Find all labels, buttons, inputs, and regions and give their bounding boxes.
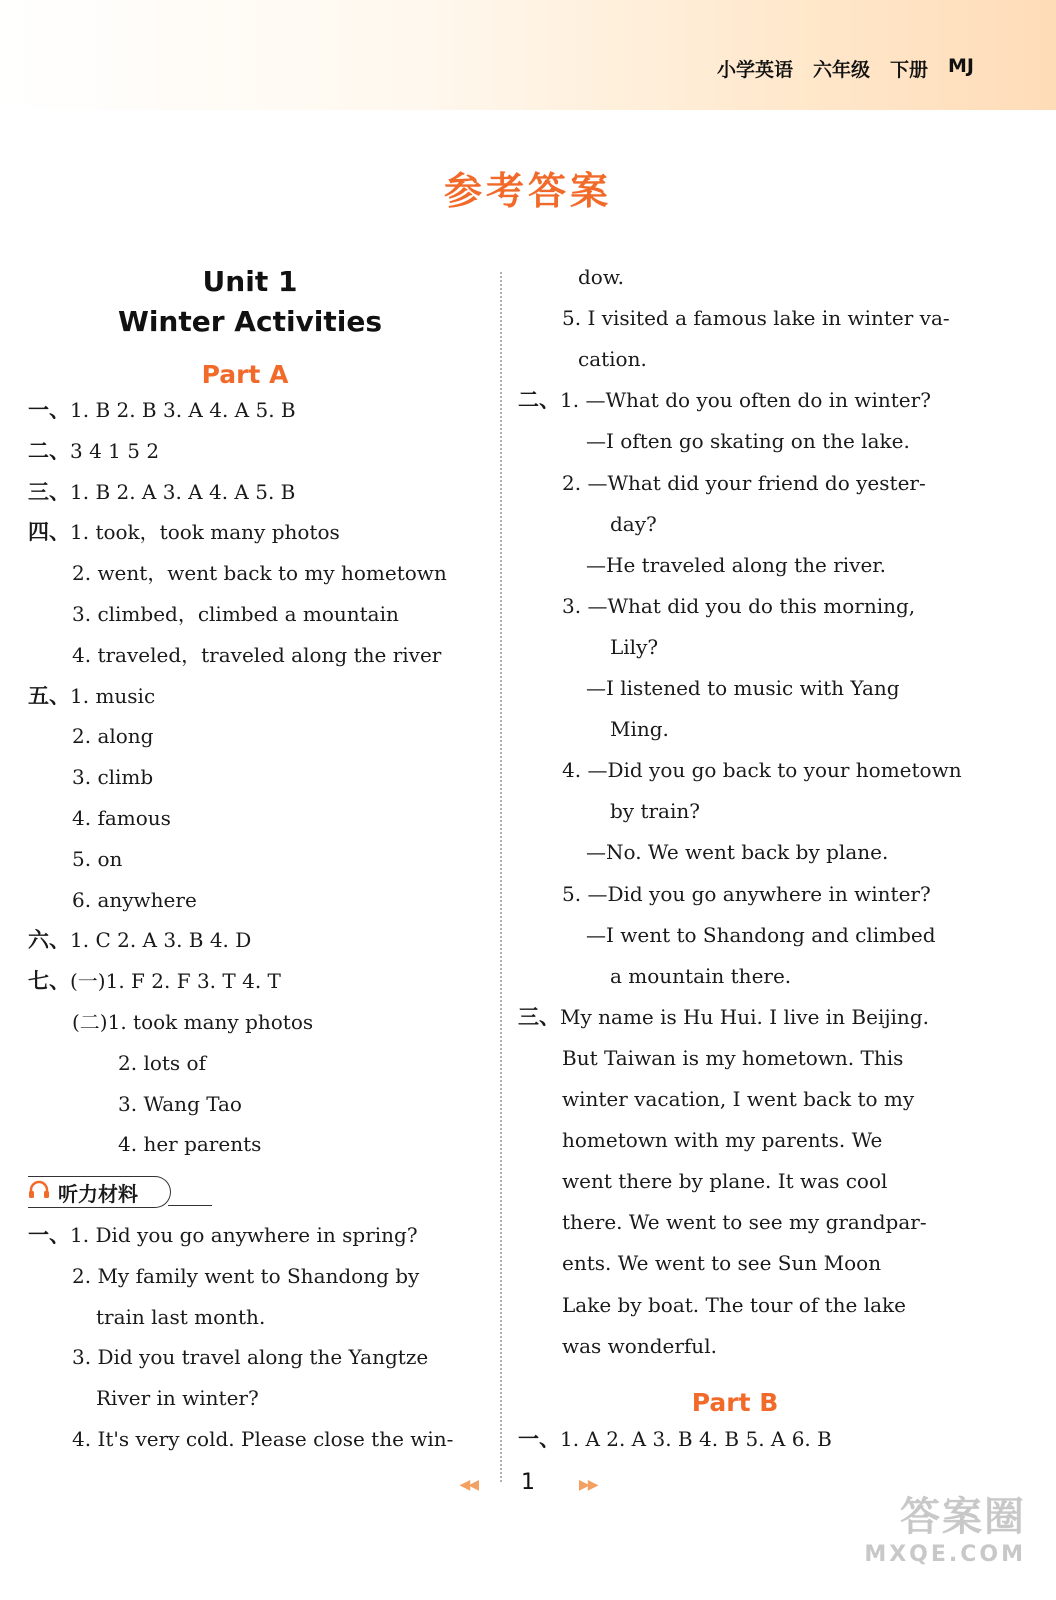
section-marker: 二、 [28,438,70,463]
answer-text: a mountain there. [610,963,792,988]
section-marker: 一、 [28,398,70,422]
answer-text: 1. B 2. B 3. A 4. A 5. B [70,398,296,422]
answer-text: by train? [610,799,700,824]
watermark [864,1485,1026,1567]
answer-line [28,436,159,466]
answer-text: 3. climbed，climbed a mountain [72,602,399,626]
answer-line [72,640,441,670]
answer-text: 1. A 2. A 3. B 4. B 5. A 6. B [560,1427,832,1451]
answer-text: Lily? [610,634,659,659]
answer-line [518,385,931,415]
answer-text: 2. lots of [118,1050,206,1075]
answer-line [562,1125,882,1155]
answer-text: 3. —What did you do this morning, [562,593,916,618]
answer-text: 5. on [72,846,123,871]
book-info [717,55,974,82]
listening-underline [168,1205,212,1206]
section-marker: 三、 [28,479,70,504]
answer-line [118,1048,206,1078]
answer-line [610,714,669,744]
volume: 下册 [890,59,929,81]
answer-text: 3 4 1 5 2 [70,438,160,463]
answer-line [72,1007,313,1037]
answer-line [72,803,171,833]
answer-line [72,844,122,874]
answer-line [562,303,950,333]
watermark-logo: 答案圈 [900,1494,1026,1540]
answer-text: 1. B 2. A 3. A 4. A 5. B [70,479,296,504]
prev-arrows-icon: ◀◀ [459,1477,477,1493]
answer-text: ents. We went to see Sun Moon [562,1251,882,1276]
answer-text: 2. —What did your friend do yester- [562,470,926,495]
answer-line [578,262,624,292]
section-marker: 四、 [28,520,70,545]
answer-line [562,1290,906,1320]
answer-text: 2. went，went back to my hometown [72,561,447,586]
section-marker: 三、 [518,1004,560,1029]
answer-text: —I went to Shandong and climbed [586,922,936,947]
answer-text: was wonderful. [562,1333,717,1358]
answer-text: went there by plane. It was cool [562,1169,888,1194]
answer-text: 5. —Did you go anywhere in winter? [562,881,931,906]
answer-text: 4. her parents [118,1132,262,1157]
answer-line [578,344,647,374]
answer-text: —I listened to music with Yang [586,676,900,700]
section-marker: 七、 [28,969,70,994]
section-marker: 二、 [518,388,560,413]
answer-line [72,721,153,751]
answer-text: (二)1. took many photos [72,1010,314,1034]
answer-text: 4. It's very cold. Please close the win- [72,1427,454,1451]
answer-line [562,1084,914,1114]
answer-line [610,796,700,826]
answer-line [562,468,926,498]
answer-line [72,1342,428,1372]
answer-line [72,599,399,629]
answer-text: 4. famous [72,806,171,830]
answer-text: River in winter? [96,1386,259,1411]
answer-text: Ming. [610,717,669,742]
part-a-title: Part A [201,360,289,389]
answer-text: there. We went to see my grandpar- [562,1210,927,1235]
answer-line [28,1220,418,1250]
answer-line [562,1166,887,1196]
listening-label-box [28,1176,171,1208]
answer-line [610,509,657,539]
section-marker: 五、 [28,683,70,708]
answer-text: 3. Wang Tao [118,1091,242,1116]
answer-line [610,632,658,662]
subject: 小学英语 [716,59,793,81]
answer-text: —No. We went back by plane. [586,840,889,865]
answer-line [28,681,155,711]
edition: MJ [948,55,974,77]
part-b-answers [518,1424,832,1454]
answer-text: —He traveled along the river. [586,552,887,577]
answer-line [518,1002,929,1032]
answer-line [28,925,251,955]
answer-text: dow. [578,265,624,289]
answer-line [586,550,886,580]
answer-line [562,1331,717,1361]
answer-text: 3. climb [72,765,154,790]
answer-line [72,1424,453,1454]
answer-text: 1. took，took many photos [70,520,340,545]
page-title: 参考答案 [443,169,612,213]
answer-text: 6. anywhere [72,887,197,912]
part-b-title: Part B [691,1388,779,1417]
answer-text: hometown with my parents. We [562,1128,883,1153]
grade: 六年级 [812,59,870,81]
answer-line [28,966,281,996]
answer-text: winter vacation, I went back to my [562,1087,915,1111]
answer-line [562,1207,927,1237]
answer-line [118,1089,242,1119]
answer-line [562,879,931,909]
answer-line [610,961,791,991]
answer-line [562,755,962,785]
answer-line [72,558,447,588]
answer-line [586,837,888,867]
answer-line [562,1043,903,1073]
answer-line [72,1261,419,1291]
next-arrows-icon: ▶▶ [579,1477,597,1493]
answer-line [586,673,900,703]
answer-text: 2. My family went to Shandong by [72,1263,420,1288]
answer-line [96,1302,265,1332]
answer-text: 1. Did you go anywhere in spring? [70,1223,418,1247]
answer-text: (一)1. F 2. F 3. T 4. T [70,969,281,994]
answer-text: 3. Did you travel along the Yangtze [72,1345,429,1370]
column-divider [500,272,502,1482]
answer-line [72,762,153,792]
unit-name: Winter Activities [117,305,383,338]
answer-line [586,426,910,456]
answer-line [28,517,340,547]
answer-line [118,1129,261,1159]
answer-line [28,477,295,507]
listening-label: 听力材料 [58,1181,138,1206]
answer-line [28,395,296,425]
answer-text: 1. music [70,683,156,708]
answer-line [562,1248,881,1278]
answer-text: train last month. [96,1304,266,1329]
answer-text: 4. traveled，traveled along the river [72,642,442,667]
answer-text: cation. [578,347,647,372]
answer-line [586,920,936,950]
section-marker: 六、 [28,928,70,953]
answer-text: 1. —What do you often do in winter? [560,388,931,413]
answer-text: But Taiwan is my hometown. This [562,1045,904,1070]
page-number: 1 [521,1470,535,1495]
answer-line [562,591,915,621]
answer-text: 5. I visited a famous lake in winter va- [562,306,950,331]
answer-line [96,1383,259,1413]
section-marker: 一、 [28,1223,70,1247]
section-marker: 一、 [518,1427,560,1451]
answer-text: My name is Hu Hui. I live in Beijing. [560,1004,929,1029]
answer-text: Lake by boat. The tour of the lake [562,1292,906,1317]
unit-number: Unit 1 [202,265,298,298]
answer-line [72,885,197,915]
answer-text: day? [610,511,657,536]
answer-text: —I often go skating on the lake. [586,429,910,454]
answer-text: 4. —Did you go back to your hometown [562,758,962,783]
answer-text: 1. C 2. A 3. B 4. D [70,928,252,953]
answer-text: 2. along [72,724,154,749]
headphones-icon [28,1180,50,1205]
watermark-url: MXQE.COM [864,1542,1026,1567]
